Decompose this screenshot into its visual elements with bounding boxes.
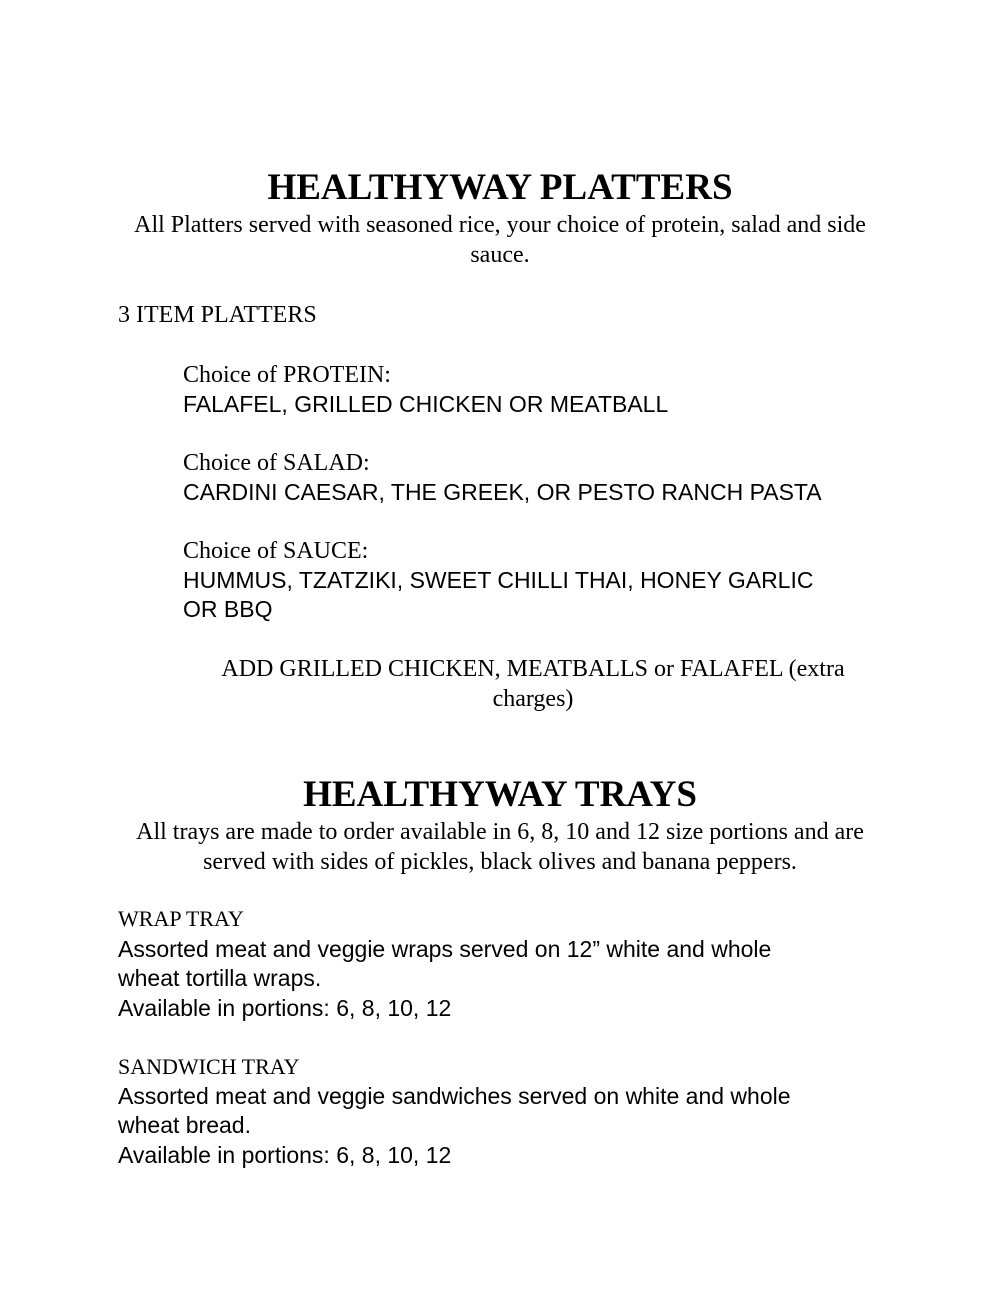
sandwich-tray-desc-line1: Assorted meat and veggie sandwiches served on white and whole — [118, 1083, 791, 1109]
trays-intro: All trays are made to order available in 6, 8, 10 and 12 size portions and are served with sides of pickles, black olives and banana peppers. — [136, 819, 864, 875]
platters-intro: All Platters served with seasoned rice, your choice of protein, salad and side sauce. — [134, 212, 866, 268]
sandwich-tray-label: SANDWICH TRAY — [118, 1054, 300, 1079]
wrap-tray-desc-line2: wheat tortilla wraps. — [118, 965, 322, 991]
sauce-options-line2: OR BBQ — [183, 596, 273, 622]
sandwich-tray-portions: Available in portions: 6, 8, 10, 12 — [118, 1142, 452, 1168]
sauce-options-line1: HUMMUS, TZATZIKI, SWEET CHILLI THAI, HONEY GARLIC — [183, 567, 814, 593]
wrap-tray-portions: Available in portions: 6, 8, 10, 12 — [118, 995, 452, 1021]
platters-section-label: 3 ITEM PLATTERS — [118, 302, 317, 328]
wrap-tray-desc-line1: Assorted meat and veggie wraps served on 12” white and whole — [118, 936, 772, 962]
platters-addon-note: ADD GRILLED CHICKEN, MEATBALLS or FALAFEL (extra charges) — [221, 656, 845, 712]
sauce-label: Choice of SAUCE: — [183, 538, 369, 564]
salad-options: CARDINI CAESAR, THE GREEK, OR PESTO RANCH PASTA — [183, 479, 822, 505]
trays-title: HEALTHYWAY TRAYS — [303, 774, 697, 815]
protein-label: Choice of PROTEIN: — [183, 362, 391, 388]
wrap-tray-label: WRAP TRAY — [118, 906, 244, 931]
protein-options: FALAFEL, GRILLED CHICKEN OR MEATBALL — [183, 391, 669, 417]
platters-title: HEALTHYWAY PLATTERS — [267, 167, 733, 208]
sandwich-tray-desc-line2: wheat bread. — [118, 1112, 251, 1138]
salad-label: Choice of SALAD: — [183, 450, 370, 476]
